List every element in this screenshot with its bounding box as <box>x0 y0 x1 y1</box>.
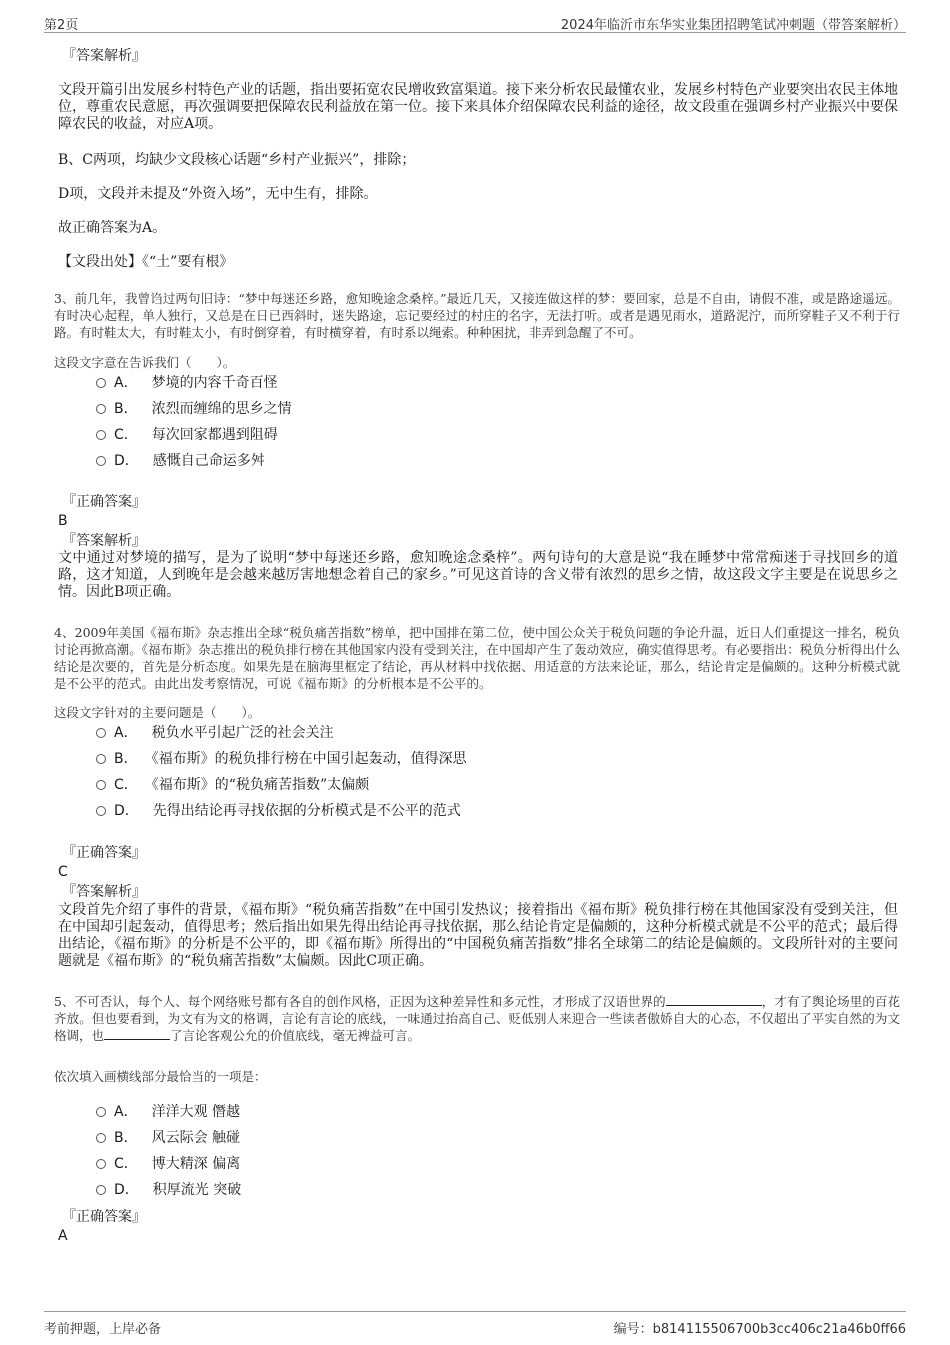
radio-icon[interactable] <box>96 780 106 790</box>
q5-question: 依次填入画横线部分最恰当的一项是： <box>54 1069 267 1084</box>
radio-icon[interactable] <box>96 1107 106 1117</box>
radio-icon[interactable] <box>96 1159 106 1169</box>
document-title: 2024年临沂市东华实业集团招聘笔试冲刺题（带答案解析） <box>560 18 906 33</box>
q3-stem: 3、前几年，我曾诌过两句旧诗：“梦中每迷还乡路，愈知晚途念桑梓。”最近几天，又接连做这样的梦：要回家，总是不自由，请假不准，或是路途遥远。有时决心起程，单人独行，又总是在日已西斜时，迷失路途，忘记要经过的村庄的名字，无法打听。或者是遇见雨水，道路泥泞，而所穿鞋子又不利于行路。有时鞋太大，有时鞋太小，有时倒穿着，有时横穿着，有时系以绳索。种种困扰，非弄到急醒了不可。 <box>54 291 900 340</box>
q5-option-c[interactable]: C． 博大精深 偏离 <box>96 1155 240 1173</box>
radio-icon[interactable] <box>96 456 106 466</box>
q4-option-b[interactable]: B． 《福布斯》的税负排行榜在中国引起轰动，值得深思 <box>96 750 467 768</box>
blank-2 <box>104 1027 170 1040</box>
q3-option-a[interactable]: A． 梦境的内容千奇百怪 <box>96 374 278 392</box>
q5-correct-answer: A <box>58 1228 68 1244</box>
q2-analysis-text: 文段开篇引出发展乡村特色产业的话题，指出要拓宽农民增收致富渠道。接下来分析农民最懂农业，发展乡村特色产业要突出农民主体地位，尊重农民意愿，再次强调要把保障农民利益放在第一位。接下来具体介绍保障农民利益的途径，故文段重在强调乡村产业振兴中要保障农民的收益，对应A项。 <box>58 82 898 132</box>
q4-stem: 4、2009年美国《福布斯》杂志推出全球“税负痛苦指数”榜单，把中国排在第二位，使中国公众关于税负问题的争论升温，近日人们重提这一排名，税负讨论再掀高潮。《福布斯》杂志推出的税负排行榜在其他国家内没有受到关注，在中国却产生了轰动效应，确实值得思考。有必要指出：税负分析得出什么结论是次要的，首先是分析态度。如果先是在脑海里框定了结论，再从材料中找依据、用适意的方法来论证，那么，结论肯定是偏颇的。这种分析模式就是不公平的范式。由此出发考察情况，可说《福布斯》的分析根本是不公平的。 <box>54 625 900 691</box>
radio-icon[interactable] <box>96 728 106 738</box>
q3-question: 这段文字意在告诉我们（ ）。 <box>54 355 236 370</box>
q2-conclusion: 故正确答案为A。 <box>58 220 167 236</box>
footer-slogan: 考前押题，上岸必备 <box>44 1322 162 1337</box>
q4-question: 这段文字针对的主要问题是（ ）。 <box>54 705 261 720</box>
q4-correct-answer: C <box>58 864 68 880</box>
radio-icon[interactable] <box>96 404 106 414</box>
q3-option-b[interactable]: B． 浓烈而缠绵的思乡之情 <box>96 400 292 418</box>
q3-correct-label: 『正确答案』 <box>62 494 146 510</box>
document-code: 编号：b814115506700b3cc406c21a46b0ff66 <box>613 1322 906 1337</box>
q5-correct-label: 『正确答案』 <box>62 1209 146 1225</box>
q5-option-b[interactable]: B． 风云际会 触碰 <box>96 1129 240 1147</box>
q2-source: 【文段出处】《“土”要有根》 <box>58 254 234 270</box>
radio-icon[interactable] <box>96 430 106 440</box>
q3-analysis-label: 『答案解析』 <box>62 533 146 549</box>
q3-analysis: 文中通过对梦境的描写，是为了说明“梦中每迷还乡路，愈知晚途念桑梓”。两句诗句的大意是说“我在睡梦中常常痴迷于寻找回乡的道路，这才知道，人到晚年是会越来越厉害地想念着自己的家乡。”可见这首诗的含义带有浓烈的思乡之情，故这段文字主要是在说思乡之情。因此B项正确。 <box>58 550 898 600</box>
radio-icon[interactable] <box>96 806 106 816</box>
q5-option-d[interactable]: D． 积厚流光 突破 <box>96 1181 241 1199</box>
q3-option-d[interactable]: D． 感慨自己命运多舛 <box>96 452 265 470</box>
q2-note-d: D项，文段并未提及“外资入场”，无中生有，排除。 <box>58 186 378 202</box>
q5-stem: 5、不可否认，每个人、每个网络账号都有各自的创作风格，正因为这种差异性和多元性，才形成了汉语世界的 ，才有了舆论场里的百花齐放。但也要看到，为文有为文的格调，言论有言论的底线，一味通过抬高自己、贬低别人来迎合一些读者傲娇自大的心态，不仅超出了平实自然的为文格调，也 了言论客观公允的价值底线，毫无裨益可言。 <box>54 994 900 1043</box>
q2-note-bc: B、C两项，均缺少文段核心话题“乡村产业振兴”，排除； <box>58 152 416 168</box>
q4-analysis-label: 『答案解析』 <box>62 884 146 900</box>
blank-1 <box>666 993 762 1006</box>
q4-option-c[interactable]: C． 《福布斯》的“税负痛苦指数”太偏颇 <box>96 776 369 794</box>
q3-option-c[interactable]: C． 每次回家都遇到阻碍 <box>96 426 278 444</box>
radio-icon[interactable] <box>96 1133 106 1143</box>
radio-icon[interactable] <box>96 754 106 764</box>
q4-correct-label: 『正确答案』 <box>62 845 146 861</box>
q4-option-d[interactable]: D． 先得出结论再寻找依据的分析模式是不公平的范式 <box>96 802 461 820</box>
q5-option-a[interactable]: A． 洋洋大观 僭越 <box>96 1103 240 1121</box>
q4-option-a[interactable]: A． 税负水平引起广泛的社会关注 <box>96 724 334 742</box>
radio-icon[interactable] <box>96 378 106 388</box>
page-number: 第2页 <box>44 18 79 33</box>
q2-analysis-label: 『答案解析』 <box>62 48 146 64</box>
radio-icon[interactable] <box>96 1185 106 1195</box>
page-footer <box>44 1311 906 1336</box>
q3-correct-answer: B <box>58 513 68 529</box>
q4-analysis: 文段首先介绍了事件的背景，《福布斯》“税负痛苦指数”在中国引发热议；接着指出《福布斯》税负排行榜在其他国家没有受到关注，但在中国却引起轰动，值得思考；然后指出如果先得出结论再寻找依据，那么结论肯定是偏颇的，这种分析模式就是不公平的范式；最后得出结论，《福布斯》的分析是不公平的，即《福布斯》所得出的“中国税负痛苦指数”排名全球第二的结论是偏颇的。文段所针对的主要问题就是《福布斯》的“税负痛苦指数”太偏颇。因此C项正确。 <box>58 902 898 969</box>
page-header <box>44 10 906 33</box>
